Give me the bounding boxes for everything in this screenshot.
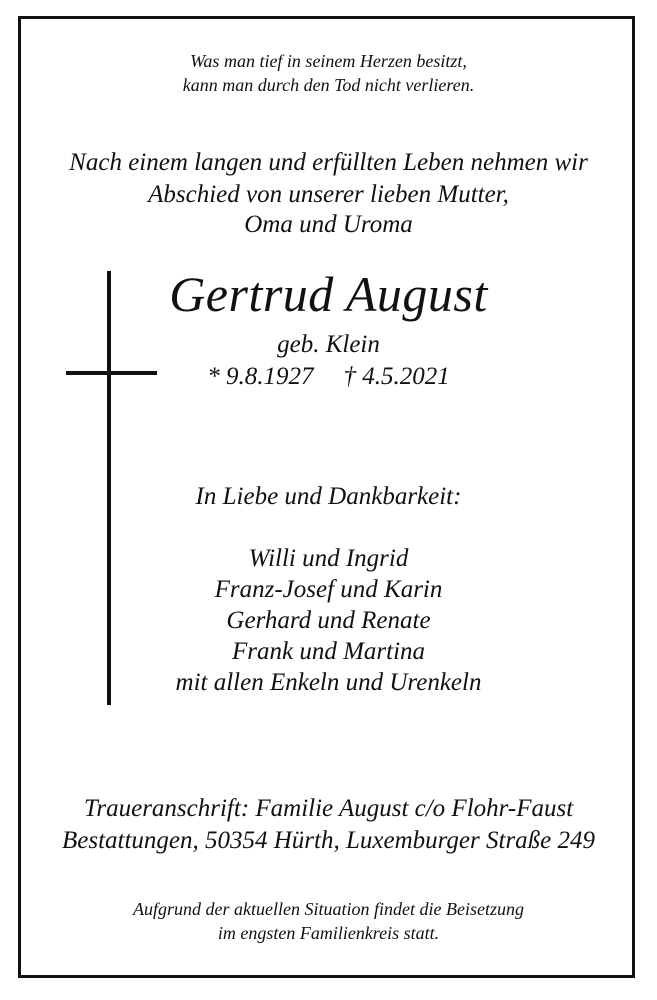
maiden-name: geb. Klein — [277, 331, 380, 358]
address-line-1: Traueranschrift: Familie August c/o Flohr-Faust — [83, 795, 574, 822]
address-line-2: Bestattungen, 50354 Hürth, Luxemburger Straße 249 — [61, 827, 596, 854]
death-date: † 4.5.2021 — [343, 363, 450, 390]
mourner-name: Gerhard und Renate — [226, 607, 431, 634]
mourner-name: Franz-Josef und Karin — [214, 576, 443, 603]
intro-line-2: Abschied von unserer lieben Mutter, — [148, 181, 509, 208]
quote-line-1: Was man tief in seinem Herzen besitzt, — [190, 51, 467, 71]
deceased-name: Gertrud August — [169, 266, 488, 322]
mourner-name: Frank und Martina — [231, 638, 426, 665]
note-line-2: im engsten Familienkreis statt. — [217, 923, 440, 943]
life-dates — [0, 362, 657, 392]
mourners-heading: In Liebe und Dankbarkeit: — [195, 483, 462, 510]
mourner-name: mit allen Enkeln und Urenkeln — [175, 669, 482, 696]
quote-line-2: kann man durch den Tod nicht verlieren. — [182, 75, 475, 95]
note-line-1: Aufgrund der aktuellen Situation findet die Beisetzung — [133, 899, 524, 919]
birth-date: * 9.8.1927 — [207, 363, 314, 390]
intro-line-1: Nach einem langen und erfüllten Leben nehmen wir — [69, 149, 588, 176]
mourner-name: Willi und Ingrid — [248, 545, 409, 572]
intro-line-3: Oma und Uroma — [244, 211, 413, 238]
